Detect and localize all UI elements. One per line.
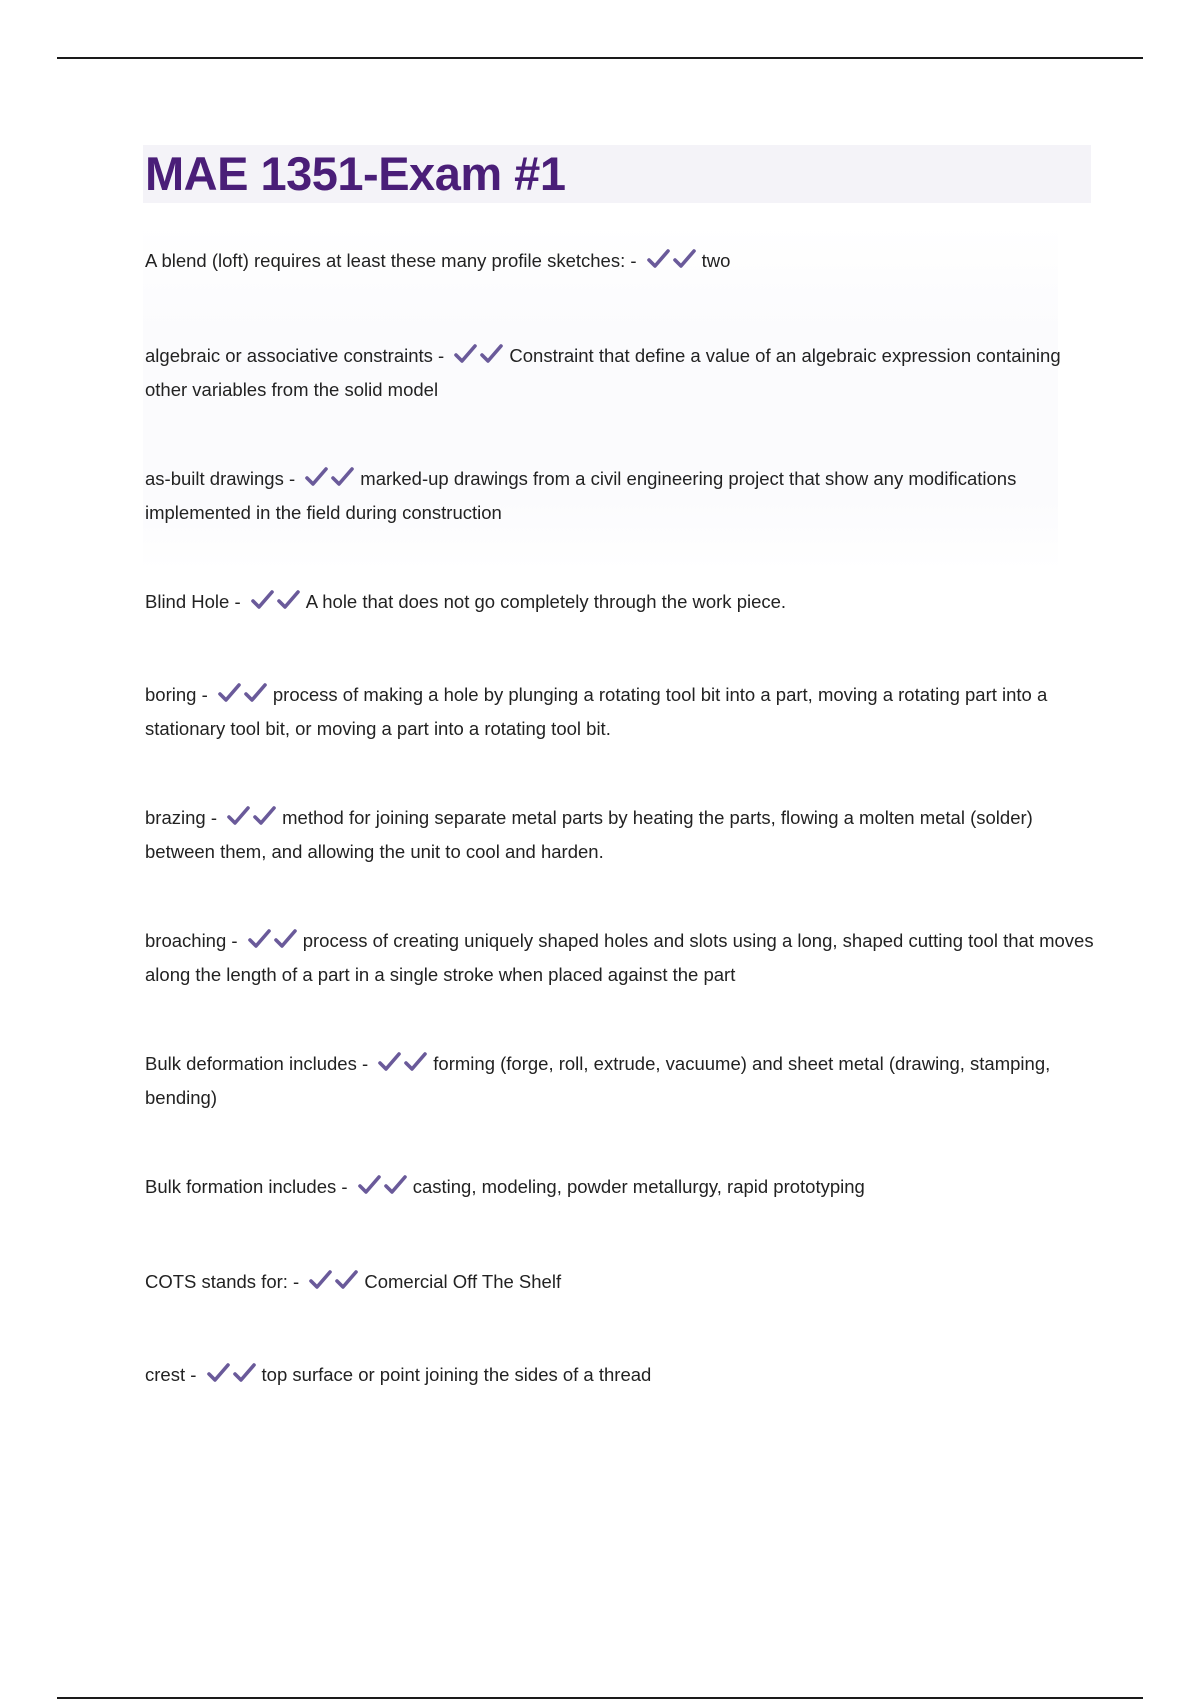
entry-term: Bulk formation includes [145,1176,337,1197]
double-check-mark-icon [206,1362,258,1394]
entry-definition: two [701,250,731,271]
entry-definition: A hole that does not go completely through the work piece. [305,591,787,612]
entry-term: Blind Hole [145,591,230,612]
entry-definition: casting, modeling, powder metallurgy, rapid prototyping [412,1176,865,1197]
entry-separator: - [205,807,223,828]
entry-definition: process of making a hole by plunging a rotating tool bit into a part, moving a rotating part into a stationary tool bit, or moving a part into a rotating tool bit. [145,684,1048,739]
entry-separator: - [287,1271,305,1292]
entry [145,680,1095,744]
entry-term: algebraic or associative constraints [145,345,433,366]
page-title: MAE 1351-Exam #1 [145,147,566,200]
entry-definition: forming (forge, roll, extrude, vacuume) and sheet metal (drawing, stamping, bending) [145,1053,1051,1108]
entry [145,464,1095,528]
entry-term: broaching [145,930,227,951]
double-check-mark-icon [308,1269,360,1301]
entry-definition: marked-up drawings from a civil engineering project that show any modifications implemented in the field during construction [145,468,1017,523]
entry-separator: - [283,468,301,489]
entry [145,1172,1095,1206]
entry-separator: - [336,1176,353,1197]
entry-definition: top surface or point joining the sides of a thread [261,1364,652,1385]
entry-definition: process of creating uniquely shaped holes and slots using a long, shaped cutting tool that moves along the length of a part in a single stroke when placed against the part [145,930,1094,985]
entry-definition: Comercial Off The Shelf [364,1271,562,1292]
double-check-mark-icon [357,1174,409,1206]
entry-separator: - [229,591,246,612]
entry [145,1267,1095,1301]
entry-separator: - [226,930,243,951]
double-check-mark-icon [646,248,698,280]
entry [145,1360,1095,1394]
double-check-mark-icon [453,343,505,375]
double-check-mark-icon [377,1051,429,1083]
double-check-mark-icon [247,928,299,960]
entry [145,246,1095,280]
double-check-mark-icon [250,589,302,621]
entry-separator: - [196,684,213,705]
entry-separator: - [185,1364,202,1385]
double-check-mark-icon [226,805,278,837]
header-rule [57,57,1143,59]
entry [145,1049,1095,1113]
entry-term: A blend (loft) requires at least these many profile sketches: [145,250,626,271]
entry-term: crest [145,1364,186,1385]
entry-separator: - [356,1053,374,1074]
entry [145,587,1095,621]
entry-term: COTS stands for: [145,1271,288,1292]
entry-definition: method for joining separate metal parts by heating the parts, flowing a molten metal (solder) between them, and allowing the unit to cool and harden. [145,807,1033,862]
entry [145,803,1095,867]
entry-separator: - [625,250,642,271]
entry [145,341,1095,405]
double-check-mark-icon [217,682,269,714]
footer-rule [57,1697,1143,1699]
entry-definition: Constraint that define a value of an algebraic expression containing other variables from the solid model [145,345,1061,400]
entry [145,926,1095,990]
double-check-mark-icon [304,466,356,498]
entry-separator: - [432,345,450,366]
entry-term: as-built drawings [145,468,284,489]
entry-term: brazing [145,807,206,828]
entry-term: boring [145,684,197,705]
entry-term: Bulk deformation includes [145,1053,357,1074]
